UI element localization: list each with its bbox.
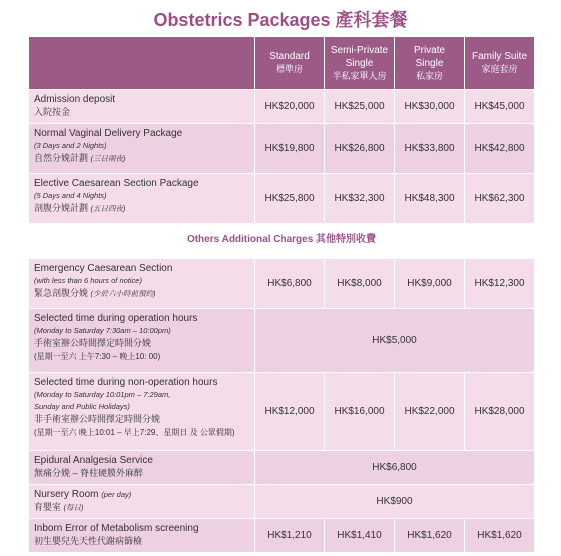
row-label: Normal Vaginal Delivery Package (3 Days and 2 Nights) 自然分娩計劃 (三日兩夜) [29, 124, 255, 174]
price-cell: HK$16,000 [325, 373, 395, 451]
price-cell: HK$25,800 [255, 174, 325, 224]
row-label: Inborn Error of Metabolism screening 初生嬰兒先天性代謝病篩檢 [29, 519, 255, 553]
header-semi-private: Semi-Private Single 半私家單人房 [325, 37, 395, 90]
price-cell: HK$9,000 [395, 259, 465, 309]
others-row-metabolism [29, 519, 535, 553]
others-heading: Others Additional Charges 其他特別收費 [29, 224, 535, 251]
row-label: Emergency Caesarean Section (with less than 6 hours of notice) 緊急剖腹分娩 (少於六小時前預約) [29, 259, 255, 309]
price-cell: HK$22,000 [395, 373, 465, 451]
price-cell: HK$19,800 [255, 124, 325, 174]
row-label: Nursery Room (per day) 育嬰室 (每日) [29, 485, 255, 519]
row-label: Selected time during non-operation hours (Monday to Saturday 10:01pm – 7:29am, Sunday and Public Holidays) 非手術室辦公時間擇定時間分娩 (星期一至六 晚上10:01 – 早上7:29、星期日 及 公眾假期) [29, 373, 255, 451]
price-cell: HK$28,000 [465, 373, 535, 451]
price-cell: HK$6,800 [255, 451, 535, 485]
header-standard: Standard 標準房 [255, 37, 325, 90]
row-label: Epidural Analgesia Service 無痛分娩 – 脊柱硬膜外麻醉 [29, 451, 255, 485]
price-table [28, 36, 535, 553]
price-cell: HK$30,000 [395, 90, 465, 124]
price-cell: HK$1,620 [395, 519, 465, 553]
others-row-emergency [29, 259, 535, 309]
others-row-nursery [29, 485, 535, 519]
row-label: Selected time during operation hours (Monday to Saturday 7:30am – 10:00pm) 手術室辦公時間擇定時間分娩 (星期一至六 上午7:30 – 晚上10: 00) [29, 309, 255, 373]
price-cell: HK$32,300 [325, 174, 395, 224]
price-cell: HK$12,000 [255, 373, 325, 451]
package-row-vaginal-delivery [29, 124, 535, 174]
page-title: Obstetrics Packages 產科套餐 [153, 10, 408, 30]
price-cell: HK$12,300 [465, 259, 535, 309]
price-cell: HK$42,800 [465, 124, 535, 174]
price-cell: HK$48,300 [395, 174, 465, 224]
price-cell: HK$26,800 [325, 124, 395, 174]
price-cell: HK$1,210 [255, 519, 325, 553]
price-cell: HK$25,000 [325, 90, 395, 124]
row-label: Admission deposit 入院按金 [29, 90, 255, 124]
price-cell: HK$1,620 [465, 519, 535, 553]
others-heading-row [29, 224, 535, 251]
others-row-non-operation-hours [29, 373, 535, 451]
price-cell: HK$1,410 [325, 519, 395, 553]
price-cell: HK$33,800 [395, 124, 465, 174]
price-cell: HK$6,800 [255, 259, 325, 309]
header-private: Private Single 私家房 [395, 37, 465, 90]
price-cell: HK$62,300 [465, 174, 535, 224]
row-label: Elective Caesarean Section Package (5 Days and 4 Nights) 剖腹分娩計劃 (五日四夜) [29, 174, 255, 224]
price-cell: HK$900 [255, 485, 535, 519]
price-cell: HK$20,000 [255, 90, 325, 124]
header-family-suite: Family Suite 家庭套房 [465, 37, 535, 90]
header-blank [29, 37, 255, 90]
package-row-caesarean [29, 174, 535, 224]
price-cell: HK$45,000 [465, 90, 535, 124]
package-row-admission [29, 90, 535, 124]
price-cell: HK$5,000 [255, 309, 535, 373]
header-row [29, 37, 535, 90]
others-row-operation-hours [29, 309, 535, 373]
price-cell: HK$8,000 [325, 259, 395, 309]
others-row-epidural [29, 451, 535, 485]
